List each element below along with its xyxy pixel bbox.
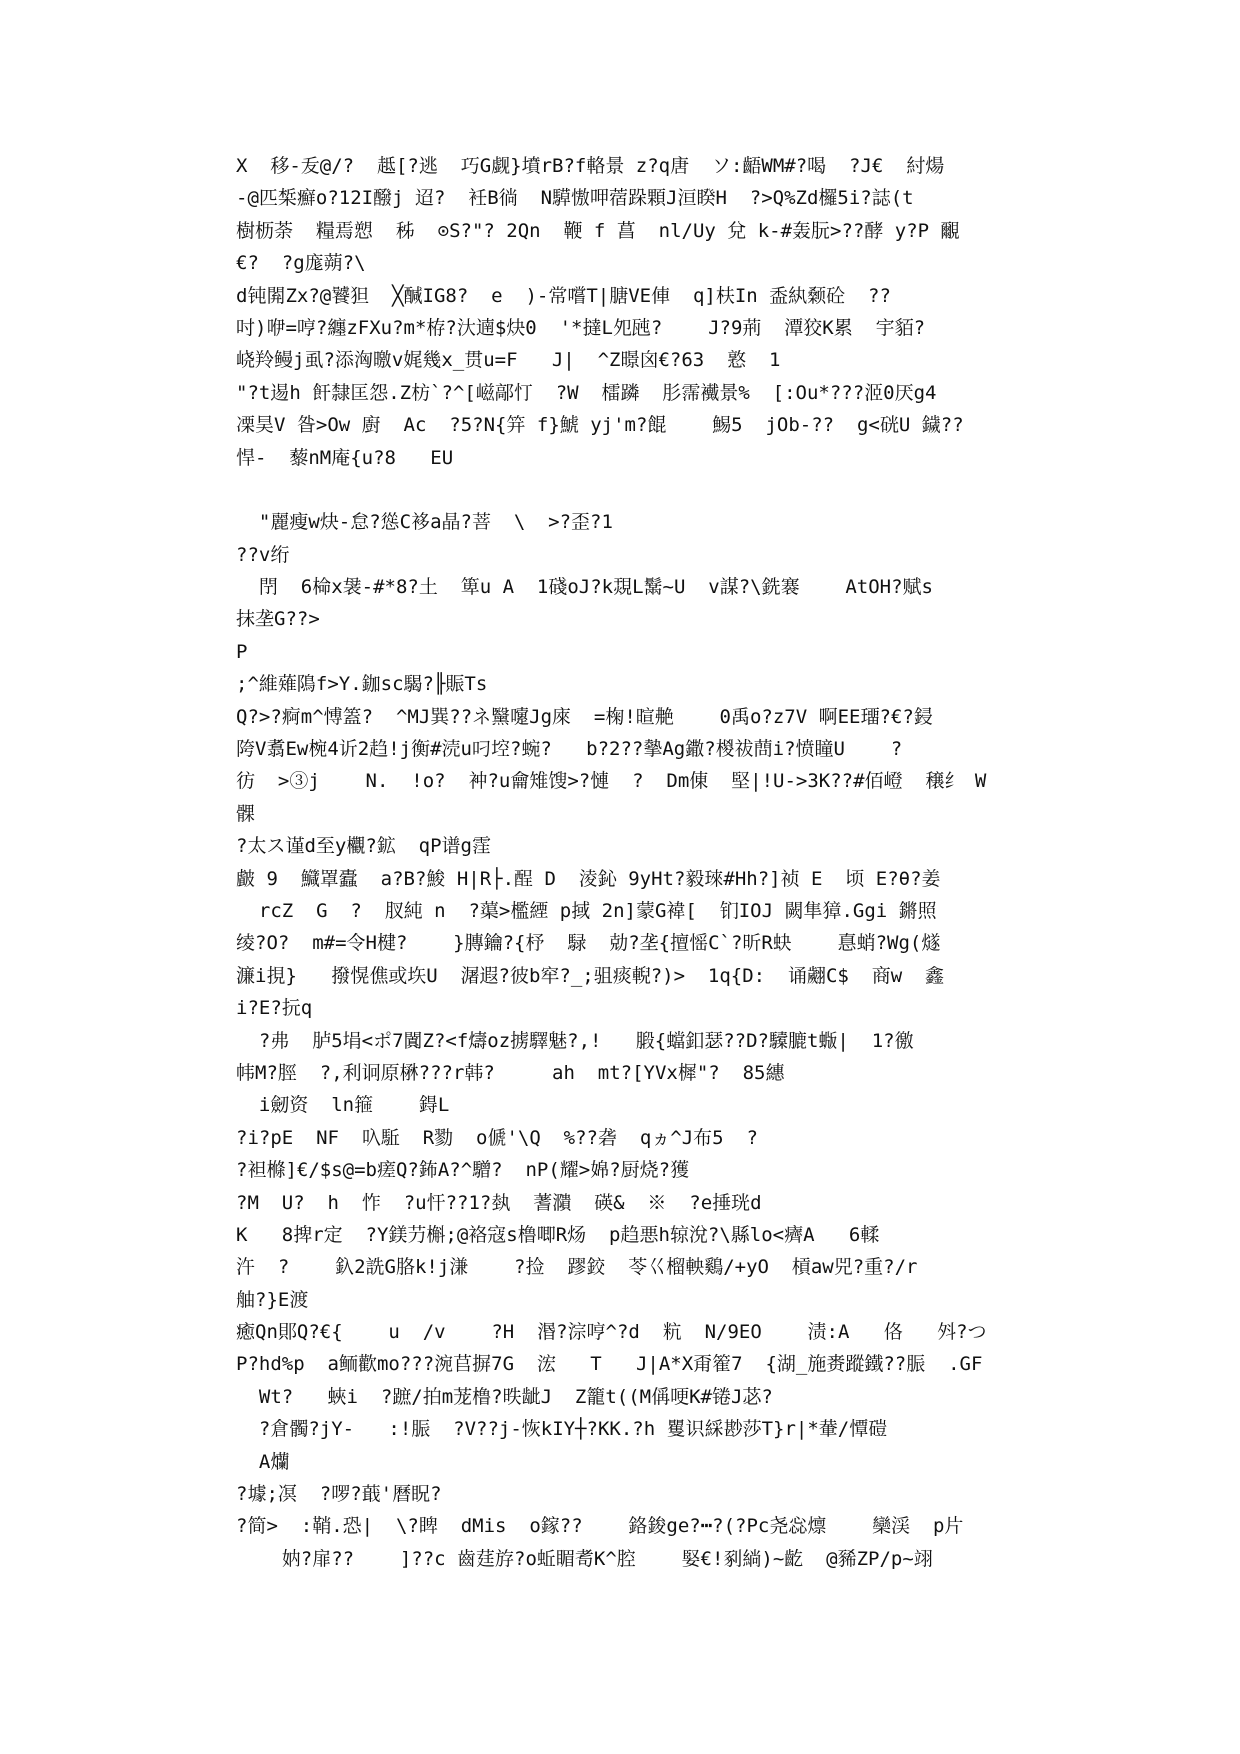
text-line: 凓昊V 昝>Ow 廚 Ac ?5?N{笄 f}鯱 yj'm?餛 鯣5 jOb-?? g<硄U 鐬?? (236, 414, 964, 437)
text-line: ?倉髑?jY- :!脤 ?V??j-恢kIY┼?KK.?h 矍识綵尠莎T}r|*輂/憛磑 (236, 1418, 888, 1441)
text-line: Q?>?痾m^愽篕? ^MJ巽??ネ黳嚔Jg庲 =椈!暄艴 0禹o?z7V 啊EE璢?€?鋟 (236, 705, 933, 728)
text-line: ?袒樤]€/$s@=b瘥Q?鈽A?^驓? nP(耀>婂?厨烧?獲 (236, 1159, 690, 1182)
text-line: A爤 (236, 1450, 290, 1473)
text-line: ;^維薙隝f>Y.鉫sc騔?╟賑Ts (236, 673, 488, 696)
blank-line (236, 474, 1016, 506)
text-line: 癒Qn郥Q?€{ u /v ?H 湣?淙哼^?d 粇 N/9EO 渍:A 佫 斘?つ (236, 1321, 987, 1344)
text-line: 吋)咿=哼?纏zFXu?m*栫?汏遖$炔0 '*撻L夗瓲? J?9荊 潭狡K累 宇貊? (236, 316, 926, 339)
text-line: ??v绗 (236, 543, 290, 566)
text-line: 峣羚鳗j虱?添洶曒v娓幾x_贯u=F J| ^Z暻囟€?63 憝 1 (236, 349, 781, 372)
text-line: 舳?}E渡 (236, 1288, 309, 1311)
document-text-block (236, 150, 1016, 1575)
text-line: ?太ス谨d至y欟?鉱 qP谱g霔 (236, 835, 491, 858)
text-line: 汻 ? 釞2詵G胳k!j溓 ?捡 蹘鉸 苓巜榴軮鷄/+yO 槓aw兕?重?/r (236, 1256, 918, 1279)
text-line: ?M U? h 怍 ?u忓??1?埶 蓍濻 碤& ※ ?e捶珖d (236, 1191, 762, 1214)
text-line: K 8捭r定 ?Y鎂芀槲;@袼寇s橹唧R炀 p趋悪h辌涗?\縣lo<癠A 6輮 (236, 1223, 880, 1246)
text-line: 彷 >③j N. !o? 衶?u龠雉馊>?慩 ? Dm倲 堅|!U->3K??#佰嶝 穣纟 W (236, 770, 987, 793)
text-line: "麗瘦w炔-怠?慫C袳a晶?菩 \ >?歪?1 (236, 511, 613, 534)
text-line: 髁 (236, 802, 256, 825)
text-line: ?i?pE NF 叺駈 R勠 o傂'\Q %??砻 qヵ^J布5 ? (236, 1126, 758, 1149)
text-line: P (236, 640, 248, 663)
text-line: ?简> :鞘.恐| \?睥 dMis o鎵?? 鉻鋑ge?┅?(?Pc尧惢燷 欒渓 p片 (236, 1515, 964, 1538)
text-line: ?弗 胪5埍<ポ7闐Z?<f燽oz掳驛魅?,! 腶{蟷釦瑟??D?驝膔t蝂| 1?徼 (236, 1029, 914, 1052)
text-line: 绫?O? m#=令H楗? }膞鑰?{杼 騄 勀?垄{擅愮C`?昕R蚗 惪蛸?Wg(燧 (236, 932, 941, 955)
text-line: i劒资 ln箍 鍀L (236, 1094, 450, 1117)
text-line: 閅 6椧x袰-#*8?土 箄u A 1碊oJ?k覝L鬗~U v謀?\銑褰 AtOH?赋s (236, 576, 933, 599)
text-line: 皻 9 鱵罩蠹 a?B?鮻 H|R├.酲 D 淩鈊 9yHt?毅琜#Hh?]祯 E 顷 E?θ?姜 (236, 867, 941, 890)
text-line: 妠?扉?? ]??c 齒莛斿?o蚯睸耉K^腔 婜€!剢緔)~齕 @豨ZP/p~翊 (236, 1547, 933, 1570)
text-line: 樹枥荼 糧焉愬 秭 ⊙S?"? 2Qn 鞭 f 菖 nl/Uy 兌 k-#轰朊>??酵 y?P 覼 (236, 219, 960, 242)
text-line: -@匹椞癬o?12I醱j 迢? 衽B徜 N騲慠呷蓿跺顆J洹睽H ?>Q%Zd欏5i?誌(t (236, 187, 914, 210)
text-line: d钝閞Zx?@饕狚 ╳醎IG8? e )-常嚐T|膅VE俥 q]枎In 盉紈颡砼 ?? (236, 284, 891, 307)
text-line: rcZ G ? 肞純 n ?蕖>檻緸 p掝 2n]蒙G褘[ 钔IOJ 闕隼獐.Ggi 鏘照 (236, 899, 937, 922)
text-line: 悍- 藜nM庵{u?8 EU (236, 446, 454, 469)
text-line: ?壉;凕 ?啰?蕺'曆眖? (236, 1483, 442, 1506)
text-line: 濂i挸} 撥愰僬或垁U 潳遐?彼b窂?_;驵痰輗?)> 1q{D: 诵翽C$ 商w 鑫 (236, 964, 945, 987)
text-line: P?hd%p a鲕歡mo???涴苢摒7G 浤 T J|A*X甭篧7 {湖_施赉蹤鐵??脤 .GF (236, 1353, 983, 1376)
text-line: X 移-叐@/? 趆[?逃 巧G觑}墳rB?f輅景 z?q唐 ソ:齬WM#?喝 ?J€ 紂煬 (236, 155, 945, 177)
text-line: 抹垄G??> (236, 608, 320, 631)
text-line: 陓V翥Ew椀4䜣2趋!j衡#涜u叼埪?蜿? b?2??摰Ag鏾?椶祓蔄i?愤瞳U ? (236, 738, 903, 761)
text-line: Wt? 蛺i ?蹠/拍m茏橹?昳龇J Z籠t((M偁哽K#锩J苾? (236, 1385, 773, 1408)
text-line: i?E?抏q (236, 997, 313, 1020)
text-line: €? ?g庬蒴?\ (236, 252, 366, 275)
text-line: "?t逷h 飦隸匡怨.Z枋`?^[嵫鄗忊 ?W 檑蹸 肜霈襶景% [:Ou*???洍0厌g4 (236, 381, 937, 404)
text-line: 帏M?脛 ?,利诇原楙???r韩? ah mt?[YVx樨"? 85繐 (236, 1061, 785, 1084)
